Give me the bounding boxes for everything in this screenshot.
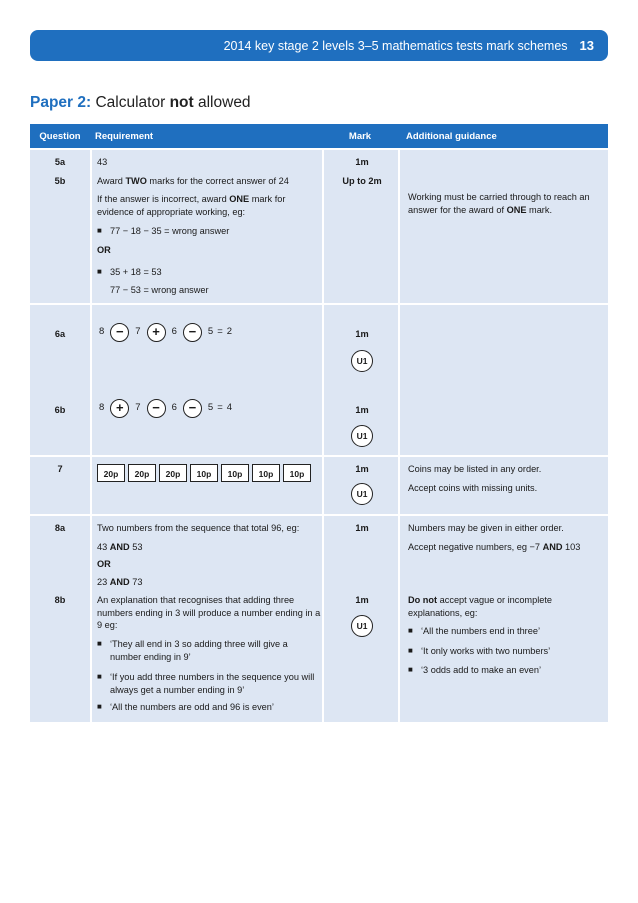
requirement-cell	[90, 457, 322, 514]
g5-bold: ONE	[506, 204, 527, 215]
guidance-cell	[398, 305, 608, 455]
guidance-bullet-3: ■ ‘3 odds add to make an even’	[421, 664, 541, 677]
minus-circle: −	[110, 323, 129, 342]
award-pre: Award	[97, 176, 126, 186]
eq-num: 5	[207, 402, 214, 414]
requirement-cell	[90, 150, 322, 303]
mark-8b: 1m	[355, 595, 369, 605]
or-text: OR	[97, 559, 111, 569]
incorrect-text	[97, 193, 321, 218]
guidance-cell	[398, 516, 608, 722]
do-not-text: Do not	[408, 595, 438, 605]
u1-badge: U1	[351, 483, 373, 505]
g5-post: mark.	[526, 204, 553, 215]
minus-circle: −	[147, 399, 166, 418]
g8-pre: Accept negative numbers, eg −7	[408, 542, 543, 552]
eq-num: 8	[99, 326, 105, 338]
pair2-b: 73	[129, 577, 143, 587]
table-row	[30, 516, 608, 722]
req-8a: Two numbers from the sequence that total 96, eg:	[97, 523, 300, 533]
mark-cell	[322, 516, 398, 722]
working-2: ■ 35 + 18 = 53	[110, 266, 162, 279]
inc-bold: ONE	[229, 194, 250, 204]
and-text: AND	[109, 577, 130, 587]
question-6b: 6b	[54, 405, 66, 415]
eq-num: 6	[171, 402, 177, 414]
mark-cell	[322, 457, 398, 514]
question-8a: 8a	[54, 523, 66, 533]
and-text: AND	[542, 542, 563, 552]
paper-title	[30, 94, 251, 112]
question-cell	[30, 150, 90, 303]
award-bold: TWO	[125, 176, 147, 186]
table-row	[30, 457, 608, 514]
guidance-cell	[398, 150, 608, 303]
eq-num: 6	[171, 326, 177, 338]
table-header	[30, 124, 608, 148]
mark-cell	[322, 150, 398, 303]
mark-5b: Up to 2m	[342, 176, 382, 186]
and-text: AND	[109, 542, 130, 552]
award-post: marks for the correct answer of 24	[146, 176, 289, 186]
answer-43: 43	[97, 157, 108, 167]
paper-title-bold: not	[169, 94, 194, 111]
working-1: ■ 77 − 18 − 35 = wrong answer	[110, 225, 229, 238]
col-question: Question	[39, 130, 81, 142]
mark-scheme-table	[30, 124, 608, 722]
coin-box: 20p	[128, 464, 156, 482]
mark-7: 1m	[355, 464, 369, 474]
question-cell	[30, 516, 90, 722]
question-cell	[30, 457, 90, 514]
or-text: OR	[97, 245, 111, 255]
header-banner	[30, 30, 608, 61]
pair1-b: 53	[129, 542, 143, 552]
u1-badge: U1	[351, 350, 373, 372]
guidance-8a-neg	[408, 541, 606, 554]
u1-badge: U1	[351, 615, 373, 637]
guidance-bullet-1: ■ ‘All the numbers end in three’	[421, 625, 540, 638]
u1-badge: U1	[351, 425, 373, 447]
pair-1	[97, 541, 321, 554]
guidance-7a: Coins may be listed in any order.	[408, 464, 542, 474]
page-number: 13	[579, 38, 594, 53]
inc-pre: If the answer is incorrect, award	[97, 194, 230, 204]
eq-num: 7	[135, 326, 141, 338]
question-5b: 5b	[54, 176, 66, 186]
coin-box: 10p	[190, 464, 218, 482]
eq-num: 5	[207, 326, 214, 338]
plus-circle: +	[147, 323, 166, 342]
question-7: 7	[57, 464, 63, 474]
requirement-cell	[90, 305, 322, 455]
col-guidance: Additional guidance	[406, 130, 497, 142]
col-mark: Mark	[348, 130, 372, 142]
table-row	[30, 305, 608, 455]
eq-equals: =	[217, 326, 223, 338]
eq-num: 7	[135, 402, 141, 414]
coin-box: 20p	[97, 464, 125, 482]
paper-label: Paper 2:	[30, 94, 92, 111]
minus-circle: −	[183, 399, 202, 418]
paper-title-post: allowed	[193, 94, 251, 111]
coin-box: 10p	[221, 464, 249, 482]
guidance-8a: Numbers may be given in either order.	[408, 523, 564, 533]
award-text	[97, 175, 321, 188]
mark-6a: 1m	[355, 329, 369, 339]
working-3: 77 − 53 = wrong answer	[110, 285, 209, 295]
guidance-5	[408, 191, 606, 216]
table-row	[30, 150, 608, 303]
req-8b: An explanation that recognises that adding three numbers ending in 3 will produce a number ending in a 9 eg:	[97, 595, 321, 630]
eq-num: 8	[99, 402, 105, 414]
g8-post: 103	[562, 542, 581, 552]
g8b-post: accept vague or incomplete explanations, eg:	[408, 595, 553, 618]
question-5a: 5a	[54, 157, 66, 167]
guidance-bullet-2: ■ ‘It only works with two numbers’	[421, 645, 550, 658]
minus-circle: −	[183, 323, 202, 342]
mark-6b: 1m	[355, 405, 369, 415]
question-8b: 8b	[54, 595, 66, 605]
guidance-cell	[398, 457, 608, 514]
mark-cell	[322, 305, 398, 455]
eq-result: 4	[226, 402, 233, 414]
coin-list	[97, 464, 321, 482]
guidance-8b	[408, 594, 606, 619]
mark-8a: 1m	[355, 523, 369, 533]
equation-6b	[97, 399, 234, 418]
g5-pre: Working must be carried through to reach an answer for the award of	[408, 192, 590, 215]
example-3: ■ ‘All the numbers are odd and 96 is even’	[110, 701, 316, 714]
coin-box: 10p	[283, 464, 311, 482]
requirement-cell	[90, 516, 322, 722]
example-1: ■ ‘They all end in 3 so adding three will give a number ending in 9’	[110, 638, 316, 663]
coin-box: 10p	[252, 464, 280, 482]
pair2-a: 23	[97, 577, 110, 587]
pair-2	[97, 576, 321, 589]
coin-box: 20p	[159, 464, 187, 482]
question-6a: 6a	[54, 329, 66, 339]
inc-post: mark for evidence of appropriate working, eg:	[97, 194, 286, 217]
mark-5a: 1m	[355, 157, 369, 167]
guidance-7b: Accept coins with missing units.	[408, 483, 538, 493]
eq-equals: =	[217, 402, 223, 414]
question-cell	[30, 305, 90, 455]
pair1-a: 43	[97, 542, 110, 552]
paper-title-pre: Calculator	[95, 94, 170, 111]
header-title: 2014 key stage 2 levels 3–5 mathematics tests mark schemes	[223, 38, 568, 53]
plus-circle: +	[110, 399, 129, 418]
col-requirement: Requirement	[95, 130, 154, 142]
equation-6a	[97, 323, 234, 342]
eq-result: 2	[226, 326, 233, 338]
example-2: ■ ‘If you add three numbers in the sequence you will always get a number ending in 9’	[110, 671, 316, 696]
